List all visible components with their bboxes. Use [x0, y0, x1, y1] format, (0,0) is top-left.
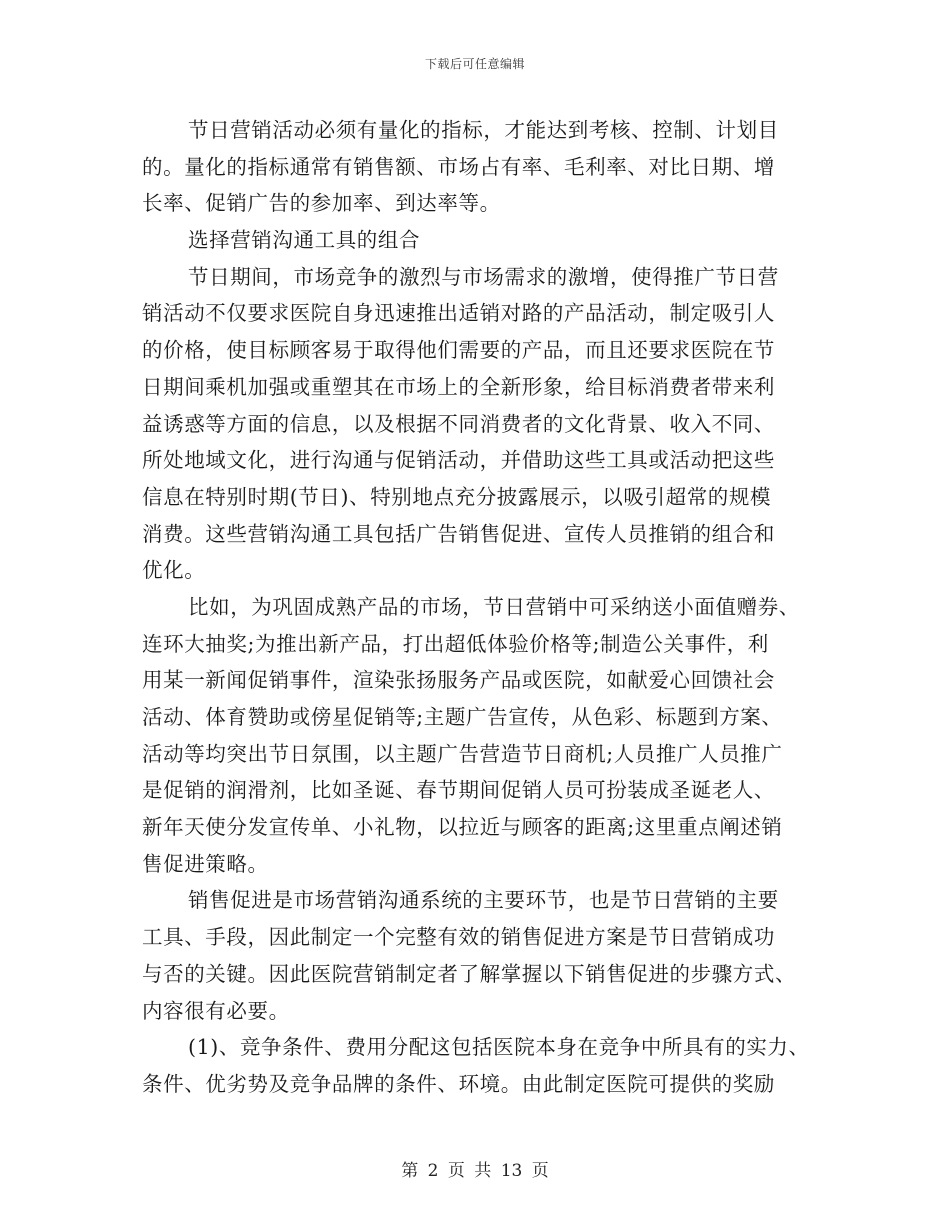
text-line: 活动、体育赞助或傍星促销等;主题广告宣传，从色彩、标题到方案、 [142, 705, 783, 729]
text-line: 销售促进是市场营销沟通系统的主要环节，也是节日营销的主要 [188, 888, 779, 913]
text-line: 消费。这些营销沟通工具包括广告销售促进、宣传人员推销的组合和 [142, 521, 775, 546]
text-line: 比如，为巩固成熟产品的市场，节日营销中可采纳送小面值赠券、 [188, 594, 800, 619]
text-line: 工具、手段，因此制定一个完整有效的销售促进方案是节日营销成功 [142, 925, 775, 950]
text-line: 优化。 [142, 558, 206, 583]
text-line: 活动等均突出节日氛围，以主题广告营造节日商机;人员推广人员推广 [142, 741, 783, 766]
text-line: 的价格，使目标顾客易于取得他们需要的产品，而且还要求医院在节 [142, 338, 775, 363]
text-line: 是促销的润滑剂，比如圣诞、春节期间促销人员可扮装成圣诞老人、 [142, 778, 775, 803]
text-line: 连环大抽奖;为推出新产品，打出超低体验价格等;制造公关事件，利 [142, 631, 769, 656]
text-line: 售促进策略。 [142, 851, 269, 876]
text-line: (1)、竞争条件、费用分配这包括医院本身在竞争中所具有的实力、 [188, 1035, 810, 1060]
text-line: 所处地域文化，进行沟通与促销活动，并借助这些工具或活动把这些 [142, 448, 775, 473]
text-line: 内容很有必要。 [142, 998, 290, 1023]
text-line: 新年天使分发宣传单、小礼物，以拉近与顾客的距离;这里重点阐述销 [142, 815, 783, 840]
page-footer: 第 2 页 共 13 页 [401, 1161, 549, 1181]
text-line: 节日营销活动必须有量化的指标，才能达到考核、控制、计划目 [188, 118, 779, 142]
text-line: 与否的关键。因此医院营销制定者了解掌握以下销售促进的步骤方式、 [142, 961, 797, 986]
text-line: 益诱惑等方面的信息，以及根据不同消费者的文化背景、收入不同、 [142, 411, 775, 436]
text-line: 条件、优劣势及竞争品牌的条件、环境。由此制定医院可提供的奖励 [142, 1071, 775, 1096]
text-line: 用某一新闻促销事件，渲染张扬服务产品或医院，如献爱心回馈社会 [142, 668, 775, 693]
page-header: 下载后可任意编辑 [424, 57, 525, 71]
text-line: 信息在特别时期(节日)、特别地点充分披露展示，以吸引超常的规模 [142, 484, 772, 509]
document-body [142, 112, 812, 1103]
text-line: 日期间乘机加强或重塑其在市场上的全新形象，给目标消费者带来利 [142, 374, 775, 399]
text-line: 长率、促销广告的参加率、到达率等。 [142, 191, 501, 216]
text-line: 的。量化的指标通常有销售额、市场占有率、毛利率、对比日期、增 [142, 154, 775, 179]
text-line: 销活动不仅要求医院自身迅速推出适销对路的产品活动，制定吸引人 [142, 301, 775, 326]
section-heading: 选择营销沟通工具的组合 [188, 228, 421, 253]
text-line: 节日期间，市场竞争的激烈与市场需求的激增，使得推广节日营 [188, 264, 779, 289]
